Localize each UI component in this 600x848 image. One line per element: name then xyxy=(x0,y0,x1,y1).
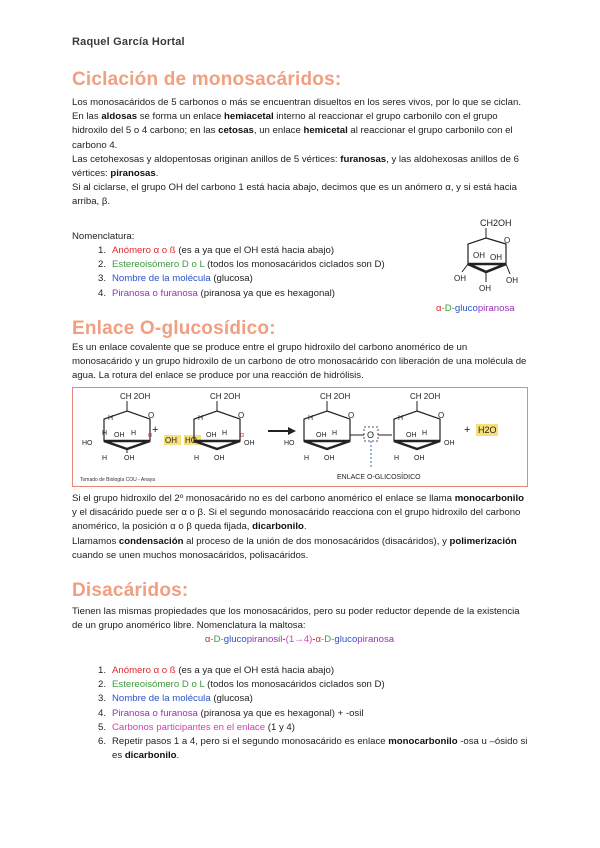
svg-text:H: H xyxy=(304,455,310,462)
svg-text:O: O xyxy=(367,430,375,440)
ring-oh-label: OH xyxy=(473,251,485,260)
nomenclature-label: Nomenclatura: xyxy=(72,231,135,242)
section-title-disacaridos: Disacáridos: xyxy=(72,580,189,601)
svg-text:OH: OH xyxy=(414,455,425,462)
svg-text:CH 2OH: CH 2OH xyxy=(210,392,241,401)
ring-oh-label: OH xyxy=(454,274,466,283)
svg-text:H: H xyxy=(398,415,404,422)
ring-oh-label: OH xyxy=(506,276,518,285)
list-item: 1. Anómero α o ß (es a ya que el OH está hacia abajo) xyxy=(97,245,335,256)
svg-text:+: + xyxy=(152,424,159,436)
list-item: 4. Piranosa o furanosa (piranosa ya que es hexagonal) xyxy=(97,287,335,299)
nomenclature-list xyxy=(90,244,435,301)
svg-text:H: H xyxy=(222,430,228,437)
svg-text:H: H xyxy=(108,415,114,422)
list-item: 1. Anómero α o ß (es a ya que el OH está hacia abajo) xyxy=(97,665,335,676)
svg-text:OH: OH xyxy=(244,440,255,447)
svg-text:CH 2OH: CH 2OH xyxy=(410,392,441,401)
disacaridos-list xyxy=(90,664,530,763)
svg-text:H: H xyxy=(308,415,314,422)
svg-text:HO: HO xyxy=(185,436,197,445)
svg-text:O: O xyxy=(148,411,155,420)
svg-text:O: O xyxy=(438,411,445,420)
svg-text:OH: OH xyxy=(114,432,125,439)
paragraph-ciclacion: Los monosacáridos de 5 carbonos o más se encuentran disueltos en los seres vivos, por lo que se ciclan. En las aldosas se forma un enlace hemiacetal interno al reaccionar el grupo carbonilo con el grupo hidroxilo del 5 o 4 carbono; en las cetosas, un enlace hemicetal al reaccionar el grupo carbonilo con el carbono 4. Las cetohexosas y aldopentosas originan anillos de 5 vértices: furanosas, y las aldohexosas anillos de 6 vértices: piranosas. Si al ciclarse, el grupo OH del carbono 1 está hacia abajo, decimos que es un anómero α, y si está hacia arriba, β. xyxy=(72,97,522,208)
list-item: 6. Repetir pasos 1 a 4, pero si el segundo monosacárido es enlace monocarbonilo -osa u –ósido si es dicarbonilo. xyxy=(97,736,528,762)
paragraph-enlace-2: Si el grupo hidroxilo del 2º monosacárido no es del carbono anomérico el enlace se llama monocarbonilo y el disacárido puede ser α o β. Si el segundo monosacárido reacciona con el grupo hidroxilo del carbono anomérico, la posición α o β queda fijada, dicarbonilo. Llamamos condensación al proceso de la unión de dos monosacáridos (disacáridos), y polimerización cuando se unen muchos monosacáridos, polisacáridos. xyxy=(72,493,524,561)
svg-text:OH: OH xyxy=(324,455,335,462)
ring-oh-label: OH xyxy=(479,284,491,293)
svg-text:OH: OH xyxy=(124,455,135,462)
figure-bond-label: ENLACE O-GLICOSÍDICO xyxy=(337,474,421,481)
svg-text:OH: OH xyxy=(316,432,327,439)
figure-credit: Tomado de Biología COU - Anaya xyxy=(80,477,156,483)
svg-text:α: α xyxy=(148,432,153,439)
svg-text:H: H xyxy=(102,430,108,437)
svg-text:H: H xyxy=(102,455,108,462)
list-item: 4. Piranosa o furanosa (piranosa ya que es hexagonal) + -osil xyxy=(97,707,364,719)
ring-caption: α-D-glucopiranosa xyxy=(436,303,515,314)
svg-text:CH 2OH: CH 2OH xyxy=(120,392,151,401)
svg-text:HO: HO xyxy=(82,440,93,447)
ring-oxygen-label: O xyxy=(504,236,511,245)
water-label: H2O xyxy=(478,425,497,435)
section-title-ciclacion: Ciclación de monosacáridos: xyxy=(72,69,342,90)
svg-text:O: O xyxy=(348,411,355,420)
list-item: 2. Estereoisómero D o L (todos los monosacáridos ciclados son D) xyxy=(97,679,385,691)
svg-text:α: α xyxy=(240,432,245,439)
svg-text:H: H xyxy=(194,455,200,462)
svg-text:H: H xyxy=(394,455,400,462)
section-title-enlace: Enlace O-glucosídico: xyxy=(72,318,276,339)
paragraph-disacaridos: Tienen las mismas propiedades que los monosacáridos, pero su poder reductor depende de la existencia de un grupo anomérico libre. Nomenclatura la maltosa: xyxy=(72,606,520,632)
ring-ch2oh-label: CH2OH xyxy=(480,218,512,228)
glycosidic-bond-figure xyxy=(72,387,528,487)
maltose-nomenclature: α-D-glucopiranosil-(1→4)-α-D-glucopiranosa xyxy=(204,634,395,645)
svg-text:+: + xyxy=(464,424,471,436)
svg-text:H: H xyxy=(422,430,428,437)
list-item: 3. Nombre de la molécula (glucosa) xyxy=(97,273,253,285)
list-item: 2. Estereoisómero D o L (todos los monosacáridos ciclados son D) xyxy=(97,259,385,271)
svg-text:H: H xyxy=(332,430,338,437)
svg-text:H: H xyxy=(198,415,204,422)
paragraph-enlace: Es un enlace covalente que se produce entre el grupo hidroxilo del carbono anomérico de un monosacárido y un grupo hidroxilo de un carbono de otro monosacárido con liberación de una molécula de agua. La rotura del enlace se produce por una reacción de hidrólisis. xyxy=(72,342,527,382)
svg-text:OH: OH xyxy=(214,455,225,462)
list-item: 3. Nombre de la molécula (glucosa) xyxy=(97,693,253,705)
svg-text:OH: OH xyxy=(206,432,217,439)
svg-text:OH: OH xyxy=(444,440,455,447)
svg-text:OH: OH xyxy=(165,436,177,445)
svg-text:CH 2OH: CH 2OH xyxy=(320,392,351,401)
author-name: Raquel García Hortal xyxy=(72,36,185,48)
ring-oh-label: OH xyxy=(490,253,502,262)
svg-text:HO: HO xyxy=(284,440,295,447)
svg-text:OH: OH xyxy=(406,432,417,439)
glucopyranose-ring-figure xyxy=(446,214,530,300)
svg-text:O: O xyxy=(238,411,245,420)
list-item: 5. Carbonos participantes en el enlace (1 y 4) xyxy=(97,721,295,733)
svg-text:H: H xyxy=(131,430,137,437)
